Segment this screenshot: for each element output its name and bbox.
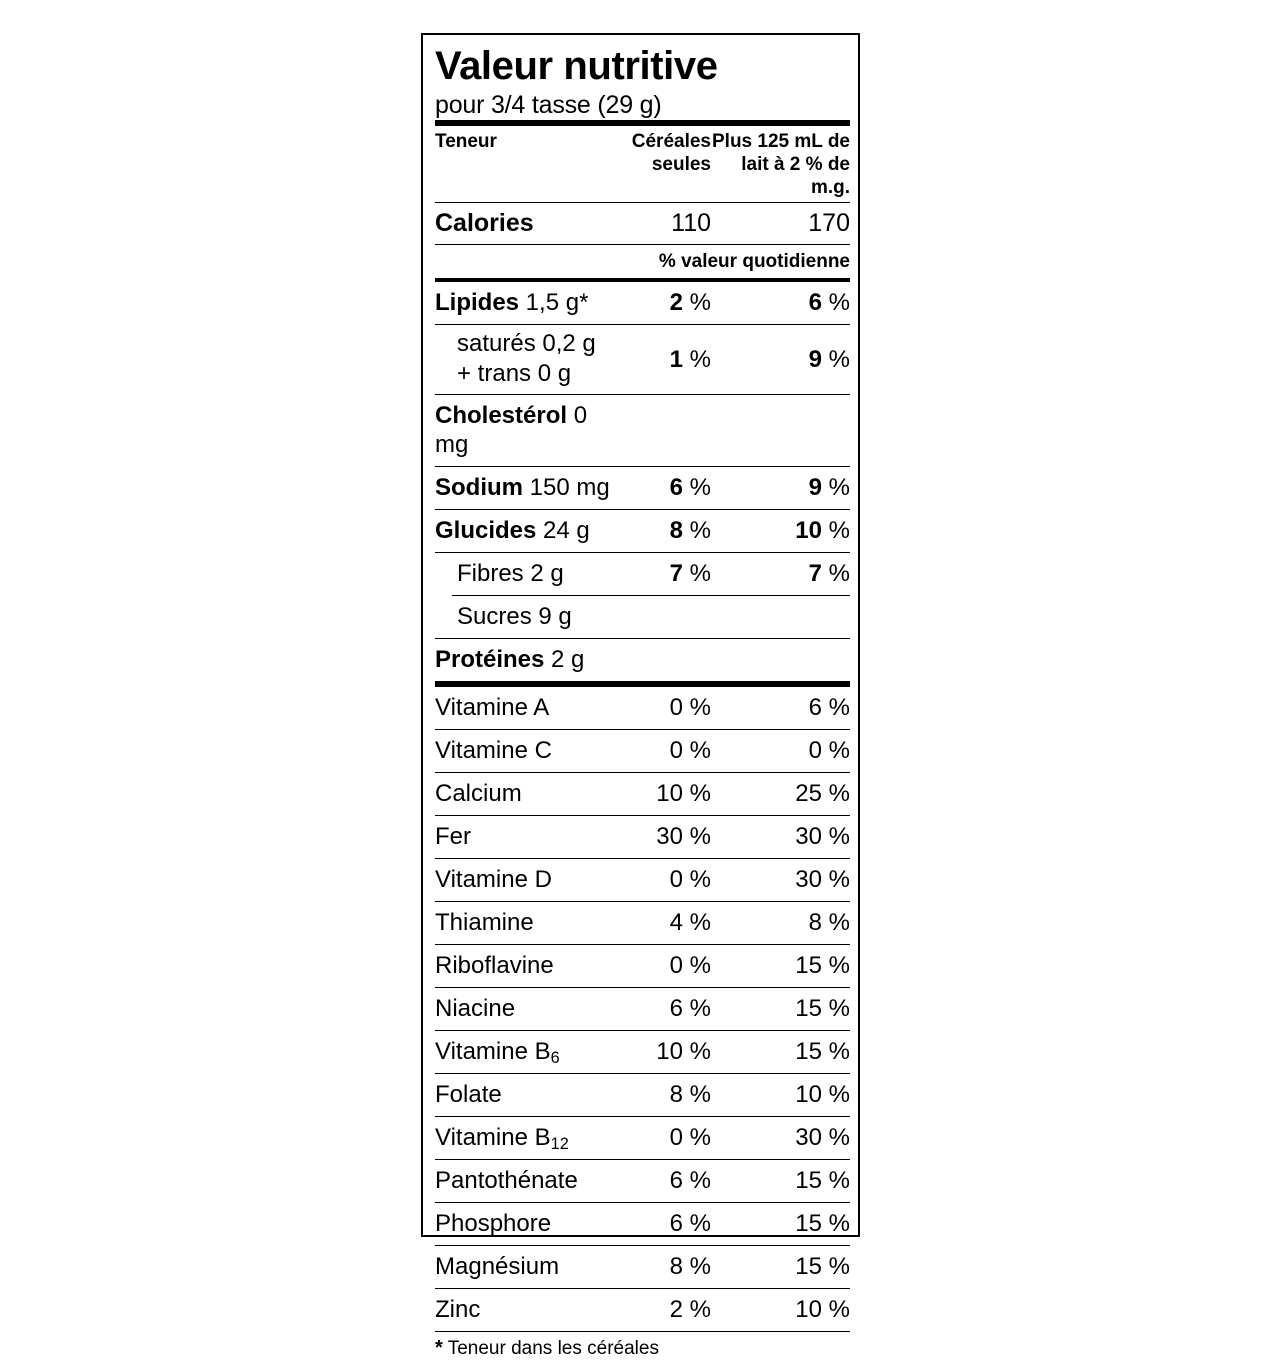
nutrient-row	[435, 325, 850, 394]
vitamin-label: Calcium	[435, 780, 522, 807]
vitamin-label: Pantothénate	[435, 1167, 578, 1194]
calories-label: Calories	[435, 209, 534, 237]
vitamin-label: Vitamine D	[435, 866, 552, 893]
vitamin-label: Fer	[435, 823, 471, 850]
vitamin-label: Phosphore	[435, 1210, 552, 1237]
vitamin-label: Thiamine	[435, 909, 534, 936]
vitamin-value-with-milk: 15 %	[795, 995, 850, 1022]
vitamin-value-with-milk: 6 %	[808, 694, 850, 721]
nutrient-label: Cholestérol 0 mg	[435, 402, 588, 458]
daily-value-caption: % valeur quotidienne	[658, 251, 850, 272]
vitamin-row	[435, 1246, 850, 1288]
nutrient-row	[435, 639, 850, 681]
vitamin-row	[435, 1203, 850, 1245]
vitamin-value-cereal: 6 %	[669, 1167, 711, 1194]
column-header-amount: Teneur	[435, 131, 497, 152]
serving-size: pour 3/4 tasse (29 g)	[435, 91, 662, 119]
vitamin-value-with-milk: 8 %	[808, 909, 850, 936]
nutrient-value-cereal: 8 %	[669, 517, 711, 544]
vitamin-row	[435, 773, 850, 815]
vitamin-value-with-milk: 30 %	[795, 823, 850, 850]
vitamin-value-with-milk: 15 %	[795, 1167, 850, 1194]
vitamin-value-cereal: 30 %	[656, 823, 711, 850]
vitamin-value-cereal: 0 %	[669, 694, 711, 721]
nutrient-value-with-milk: 9 %	[808, 345, 850, 373]
vitamin-value-with-milk: 10 %	[795, 1296, 850, 1323]
vitamin-label: Niacine	[435, 995, 516, 1022]
vitamin-label: Vitamine A	[435, 694, 550, 721]
calories-value-with-milk: 170	[808, 209, 850, 237]
vitamin-value-cereal: 4 %	[669, 909, 711, 936]
nutrient-row	[435, 510, 850, 552]
calories-value-cereal: 110	[671, 209, 711, 237]
vitamin-value-cereal: 6 %	[669, 1210, 711, 1237]
nutrient-label: Sodium 150 mg	[435, 474, 610, 501]
vitamin-value-with-milk: 0 %	[808, 737, 850, 764]
vitamin-value-with-milk: 15 %	[795, 1038, 850, 1065]
vitamin-row	[435, 1074, 850, 1116]
vitamin-value-cereal: 0 %	[669, 952, 711, 979]
calories-row	[435, 203, 850, 244]
vitamin-value-cereal: 0 %	[669, 1124, 711, 1151]
vitamin-value-cereal: 10 %	[656, 780, 711, 807]
vitamin-row	[435, 1289, 850, 1331]
vitamin-value-with-milk: 15 %	[795, 1253, 850, 1280]
vitamin-row	[435, 988, 850, 1030]
column-header-row	[435, 126, 850, 202]
column-header-cereal: Céréales seules	[631, 131, 711, 175]
vitamin-row	[435, 945, 850, 987]
vitamin-value-with-milk: 15 %	[795, 1210, 850, 1237]
vitamin-value-with-milk: 10 %	[795, 1081, 850, 1108]
vitamin-value-cereal: 6 %	[669, 995, 711, 1022]
nutrient-value-cereal: 7 %	[669, 560, 711, 587]
vitamin-value-with-milk: 30 %	[795, 866, 850, 893]
nutrient-value-cereal: 6 %	[669, 474, 711, 501]
nutrient-label: saturés 0,2 g + trans 0 g	[457, 330, 596, 387]
nutrient-row	[435, 553, 850, 595]
nutrition-facts-panel	[421, 33, 860, 1359]
panel-title: Valeur nutritive	[435, 44, 718, 88]
nutrient-row	[435, 282, 850, 324]
vitamin-row	[435, 1031, 850, 1073]
vitamin-label: Riboflavine	[435, 952, 554, 979]
nutrient-label: Fibres 2 g	[457, 560, 564, 587]
vitamin-row	[435, 1117, 850, 1159]
vitamin-row	[435, 687, 850, 729]
vitamin-label: Vitamine $B_6$	[435, 1038, 560, 1068]
vitamin-value-with-milk: 15 %	[795, 952, 850, 979]
vitamin-label: Vitamine $B_{12}$	[435, 1124, 569, 1154]
vitamin-row	[435, 1160, 850, 1202]
nutrient-value-with-milk: 6 %	[808, 289, 850, 316]
vitamin-row	[435, 902, 850, 944]
nutrient-value-with-milk: 9 %	[808, 474, 850, 501]
vitamin-row	[435, 816, 850, 858]
nutrient-rows	[435, 282, 850, 681]
vitamin-value-cereal: 0 %	[669, 866, 711, 893]
footnote	[435, 1332, 850, 1360]
nutrient-row	[435, 395, 850, 466]
vitamin-value-with-milk: 30 %	[795, 1124, 850, 1151]
vitamin-rows	[435, 687, 850, 1331]
nutrient-label: Protéines 2 g	[435, 646, 585, 673]
nutrient-value-cereal: 1 %	[669, 345, 711, 373]
vitamin-value-cereal: 10 %	[656, 1038, 711, 1065]
nutrient-value-with-milk: 10 %	[795, 517, 850, 544]
nutrient-label: Lipides 1,5 g*	[435, 289, 589, 316]
vitamin-label: Zinc	[435, 1296, 481, 1323]
nutrient-label: Glucides 24 g	[435, 517, 590, 544]
vitamin-value-cereal: 2 %	[669, 1296, 711, 1323]
vitamin-label: Folate	[435, 1081, 502, 1108]
vitamin-row	[435, 859, 850, 901]
vitamin-value-with-milk: 25 %	[795, 780, 850, 807]
footnote-text: Teneur dans les céréales	[447, 1338, 659, 1359]
column-header-with-milk: Plus 125 mL de lait à 2 % de m.g.	[712, 131, 850, 198]
vitamin-label: Magnésium	[435, 1253, 560, 1280]
vitamin-value-cereal: 8 %	[669, 1081, 711, 1108]
nutrient-row	[435, 467, 850, 509]
footnote-marker: *	[435, 1337, 443, 1359]
vitamin-label: Vitamine C	[435, 737, 552, 764]
nutrient-label: Sucres 9 g	[457, 603, 572, 630]
vitamin-value-cereal: 0 %	[669, 737, 711, 764]
vitamin-value-cereal: 8 %	[669, 1253, 711, 1280]
nutrient-value-cereal: 2 %	[669, 289, 711, 316]
nutrient-row	[435, 596, 850, 638]
vitamin-row	[435, 730, 850, 772]
nutrient-value-with-milk: 7 %	[808, 560, 850, 587]
